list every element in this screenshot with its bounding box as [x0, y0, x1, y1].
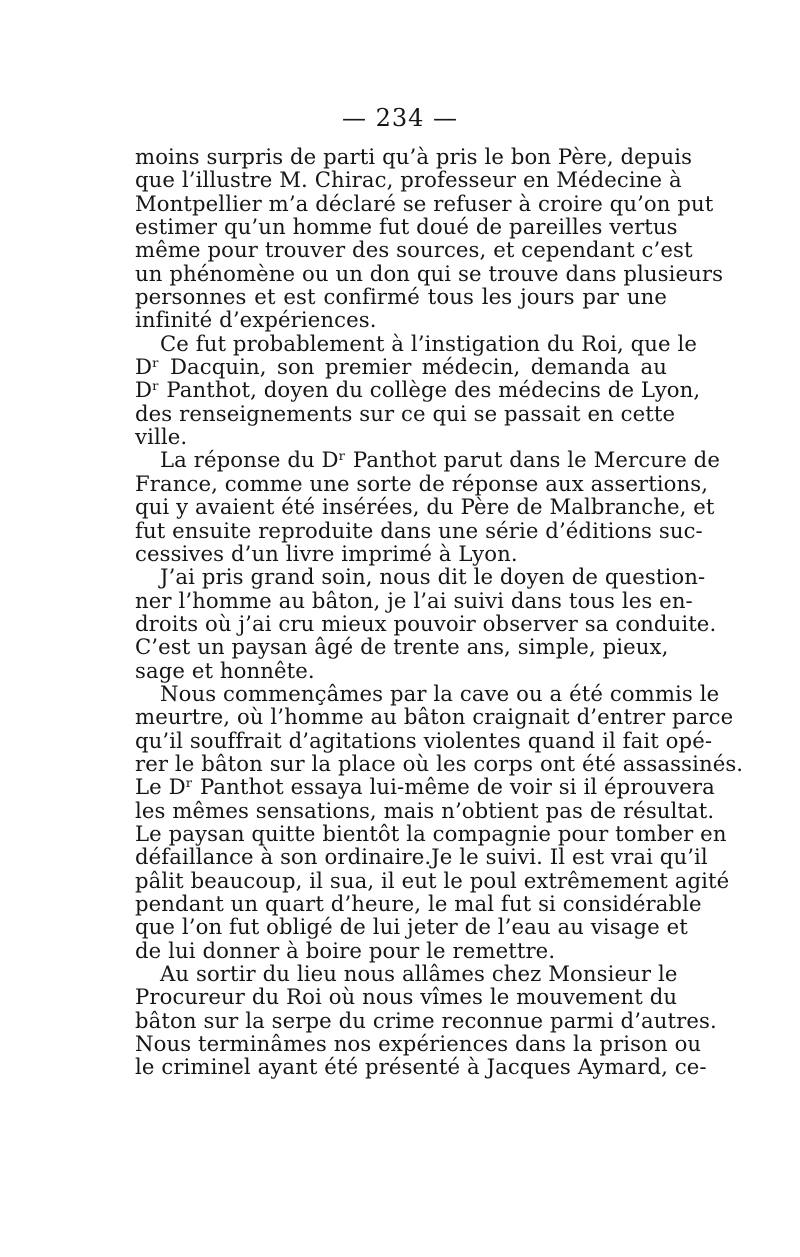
text-line: Nous terminâmes nos expériences dans la prison ou — [135, 1031, 702, 1057]
text-line: que l’illustre M. Chirac, professeur en Médecine à — [135, 167, 682, 193]
text-line: le criminel ayant été présenté à Jacques Aymard, ce- — [135, 1054, 707, 1080]
text-line: Au sortir du lieu nous allâmes chez Monsieur le — [160, 961, 678, 987]
text-line: La réponse du Dʳ Panthot parut dans le Mercure de — [160, 447, 720, 473]
text-line: des renseignements sur ce qui se passait en cette — [135, 400, 676, 426]
text-line: ner l’homme au bâton, je l’ai suivi dans tous les en- — [135, 587, 693, 613]
text-line: rer le bâton sur la place où les corps ont été assassinés. — [135, 750, 744, 776]
text-line: bâton sur la serpe du crime reconnue parmi d’autres. — [135, 1007, 717, 1033]
text-line: qui y avaient été insérées, du Père de Malbranche, et — [135, 494, 715, 520]
text-line: pâlit beaucoup, il sua, il eut le poul extrêmement agité — [135, 867, 730, 893]
text-line: les mêmes sensations, mais n’obtient pas de résultat. — [135, 797, 715, 823]
text-line: moins surpris de parti qu’à pris le bon Père, depuis — [135, 144, 693, 169]
text-line: Dʳ Panthot, doyen du collège des médecins de Lyon, — [135, 377, 701, 403]
text-line: estimer qu’un homme fut doué de pareilles vertus — [135, 214, 678, 240]
text-line: C’est un paysan âgé de trente ans, simple, pieux, — [135, 634, 669, 660]
text-line: Montpellier m’a déclaré se refuser à croire qu’on put — [135, 190, 714, 216]
text-line: France, comme une sorte de réponse aux assertions, — [135, 470, 709, 496]
text-line: défaillance à son ordinaire.Je le suivi. Il est vrai qu’il — [135, 844, 708, 870]
text-line: Nous commençâmes par la cave ou a été commis le — [160, 680, 720, 706]
text-line: J’ai pris grand soin, nous dit le doyen de question- — [160, 564, 706, 590]
text-line: ville. — [135, 424, 188, 450]
text-line: droits où j’ai cru mieux pouvoir observer sa conduite. — [135, 610, 717, 636]
text-line: personnes et est confirmé tous les jours par une — [135, 284, 667, 310]
text-line: qu’il souffrait d’agitations violentes quand il fait opé- — [135, 727, 713, 753]
text-line: fut ensuite reproduite dans une série d’éditions suc- — [135, 517, 703, 543]
text-line: un phénomène ou un don qui se trouve dans plusieurs — [135, 260, 724, 286]
text-line: meurtre, où l’homme au bâton craignait d’entrer parce — [135, 704, 734, 730]
text-line: sage et honnête. — [135, 657, 315, 683]
body-text — [135, 144, 744, 1080]
text-line: Dʳ Dacquin, son premier médecin, demanda au — [135, 354, 667, 380]
text-line: Procureur du Roi où nous vîmes le mouvement du — [135, 984, 678, 1010]
text-line: infinité d’expériences. — [135, 307, 377, 333]
text-line: Le paysan quitte bientôt la compagnie pour tomber en — [135, 820, 727, 846]
text-line: que l’on fut obligé de lui jeter de l’eau au visage et — [135, 914, 688, 940]
text-line: Le Dʳ Panthot essaya lui-même de voir si il éprouvera — [135, 774, 715, 800]
text-line: cessives d’un livre imprimé à Lyon. — [135, 540, 518, 566]
text-line: pendant un quart d’heure, le mal fut si considérable — [135, 891, 702, 916]
text-line: de lui donner à boire pour le remettre. — [135, 937, 556, 963]
text-line: même pour trouver des sources, et cependant c’est — [135, 237, 693, 263]
text-line: Ce fut probablement à l’instigation du Roi, que le — [160, 330, 698, 356]
page-number: — 234 — — [341, 104, 459, 132]
